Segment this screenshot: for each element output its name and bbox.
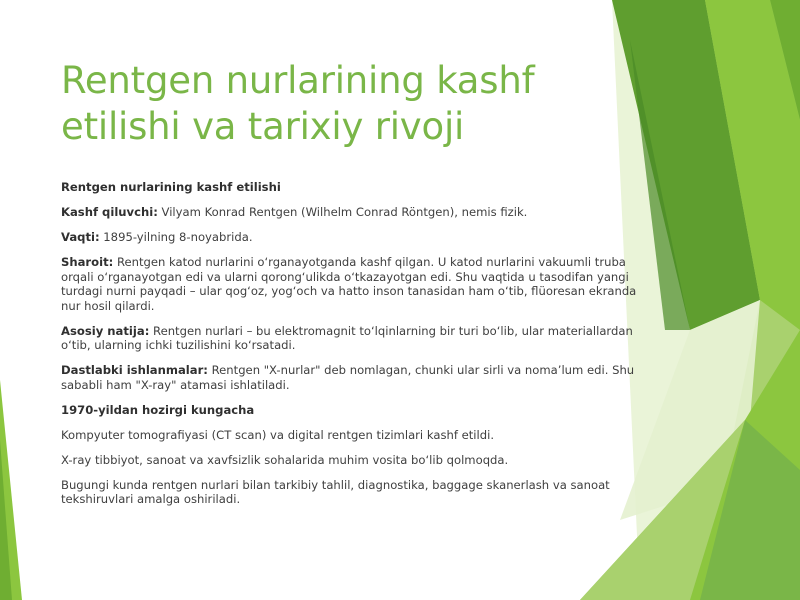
paragraph-ct-scan: Kompyuter tomografiyasi (CT scan) va digital rentgen tizimlari kashf etildi. bbox=[61, 427, 494, 442]
paragraph-conditions: Sharoit: Rentgen katod nurlarini o‘rganayotganda kashf qilgan. U katod nurlarini vakuumli truba orqali o‘rganayotgan edi va ularni qorong‘ulikda o‘tkazayotgan edi. Shu vaqtida u tasodifan yangi turdagi nurni payqadi – ular qog‘oz, yog‘och va hatto inson tanasidan ham o‘tib, flüoresan ekranda nur hosil qilardi. bbox=[61, 254, 637, 313]
paragraph-date: Vaqti: 1895-yilning 8-noyabrida. bbox=[61, 229, 253, 244]
paragraph-today: Bugungi kunda rentgen nurlari bilan tarkibiy tahlil, diagnostika, baggage skanerlash va sanoat tekshiruvlari amalga oshiriladi. bbox=[61, 477, 610, 507]
paragraph-xray-uses: X-ray tibbiyot, sanoat va xavfsizlik sohalarida muhim vosita bo‘lib qolmoqda. bbox=[61, 452, 509, 467]
paragraph-early-developments: Dastlabki ishlanmalar: Rentgen "X-nurlar" deb nomlagan, chunki ular sirli va noma’lum edi. Shu sababli ham "X-ray" atamasi ishlatiladi. bbox=[61, 363, 635, 392]
paragraph-discoverer: Kashf qiluvchi: Vilyam Konrad Rentgen (Wilhelm Conrad Röntgen), nemis fizik. bbox=[61, 204, 528, 219]
section-heading-1970-present: 1970-yildan hozirgi kungacha bbox=[61, 402, 255, 417]
section-heading-discovery: Rentgen nurlarining kashf etilishi bbox=[61, 180, 281, 194]
slide-title: Rentgen nurlarining kashf etilishi va tarixiy rivoji bbox=[61, 59, 535, 148]
slide-body bbox=[61, 180, 641, 517]
paragraph-main-result: Asosiy natija: Rentgen nurlari – bu elektromagnit to‘lqinlarning bir turi bo‘lib, ular materiallardan o‘tib, ularning ichki tuzilishini ko‘rsatadi. bbox=[61, 323, 633, 353]
